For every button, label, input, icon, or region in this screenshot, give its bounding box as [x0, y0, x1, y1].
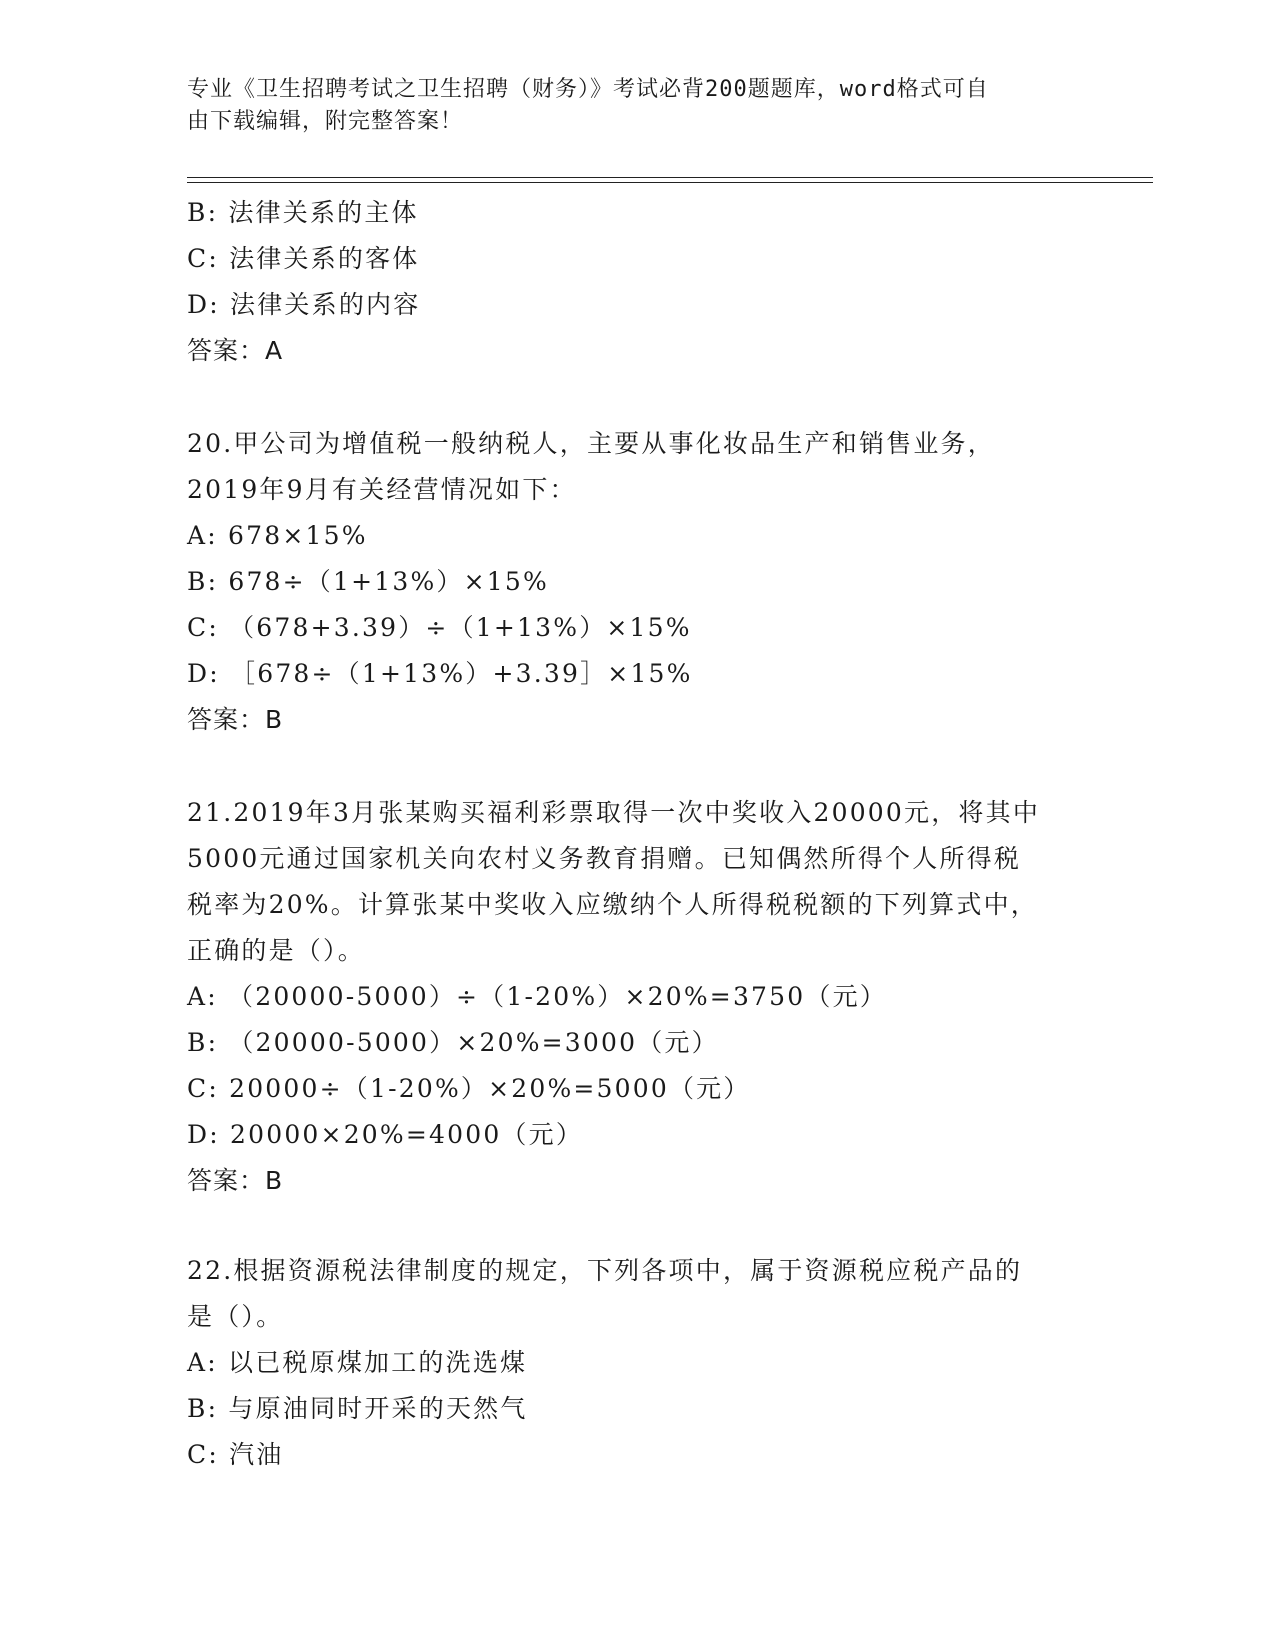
option-a: A: 以已税原煤加工的洗选煤: [187, 1348, 528, 1377]
question-stem-line: 5000元通过国家机关向农村义务教育捐赠。已知偶然所得个人所得税: [187, 844, 1022, 873]
answer-label: 答案：A: [187, 336, 284, 365]
answer-label: 答案：B: [187, 705, 284, 734]
document-header: [187, 74, 1067, 138]
spacer: [187, 1204, 1087, 1248]
option-d: D: 法律关系的内容: [187, 290, 421, 319]
option-b: B: 与原油同时开采的天然气: [187, 1394, 528, 1423]
option-b: B: （20000-5000）×20%=3000（元）: [187, 1028, 719, 1057]
option-c: C: 20000÷（1-20%）×20%=5000（元）: [187, 1074, 751, 1103]
option-c: C: 汽油: [187, 1440, 284, 1469]
question-22: [187, 1248, 1087, 1478]
header-divider-top: [187, 177, 1153, 178]
header-line-2: 由下载编辑，附完整答案！: [187, 109, 464, 134]
option-d: D: 20000×20%=4000（元）: [187, 1120, 584, 1149]
question-stem-line: 2019年9月有关经营情况如下：: [187, 475, 577, 504]
question-stem-line: 20.甲公司为增值税一般纳税人，主要从事化妆品生产和销售业务，: [187, 429, 995, 458]
spacer: [187, 743, 1087, 790]
question-stem-line: 是（）。: [187, 1302, 284, 1331]
option-b: B: 678÷（1+13%）×15%: [187, 567, 549, 596]
question-stem-line: 22.根据资源税法律制度的规定，下列各项中，属于资源税应税产品的: [187, 1256, 1023, 1285]
question-19: [187, 190, 1087, 374]
option-c: C: （678+3.39）÷（1+13%）×15%: [187, 613, 692, 642]
spacer: [187, 374, 1087, 421]
header-divider-bottom: [187, 182, 1153, 183]
option-a: A: 678×15%: [187, 521, 368, 550]
question-stem-line: 正确的是（）。: [187, 936, 365, 965]
option-c: C: 法律关系的客体: [187, 244, 420, 273]
answer-label: 答案：B: [187, 1166, 284, 1195]
question-stem-line: 税率为20%。计算张某中奖收入应缴纳个人所得税税额的下列算式中，: [187, 890, 1038, 919]
option-d: D: ［678÷（1+13%）+3.39］×15%: [187, 659, 693, 688]
option-b: B: 法律关系的主体: [187, 198, 419, 227]
document-body: [187, 190, 1087, 1478]
header-line-1: 专业《卫生招聘考试之卫生招聘（财务）》考试必背200题题库，word格式可自: [187, 77, 989, 102]
question-20: [187, 421, 1087, 743]
question-stem-line: 21.2019年3月张某购买福利彩票取得一次中奖收入20000元，将其中: [187, 798, 1041, 827]
option-a: A: （20000-5000）÷（1-20%）×20%=3750（元）: [187, 982, 887, 1011]
question-21: [187, 790, 1087, 1204]
